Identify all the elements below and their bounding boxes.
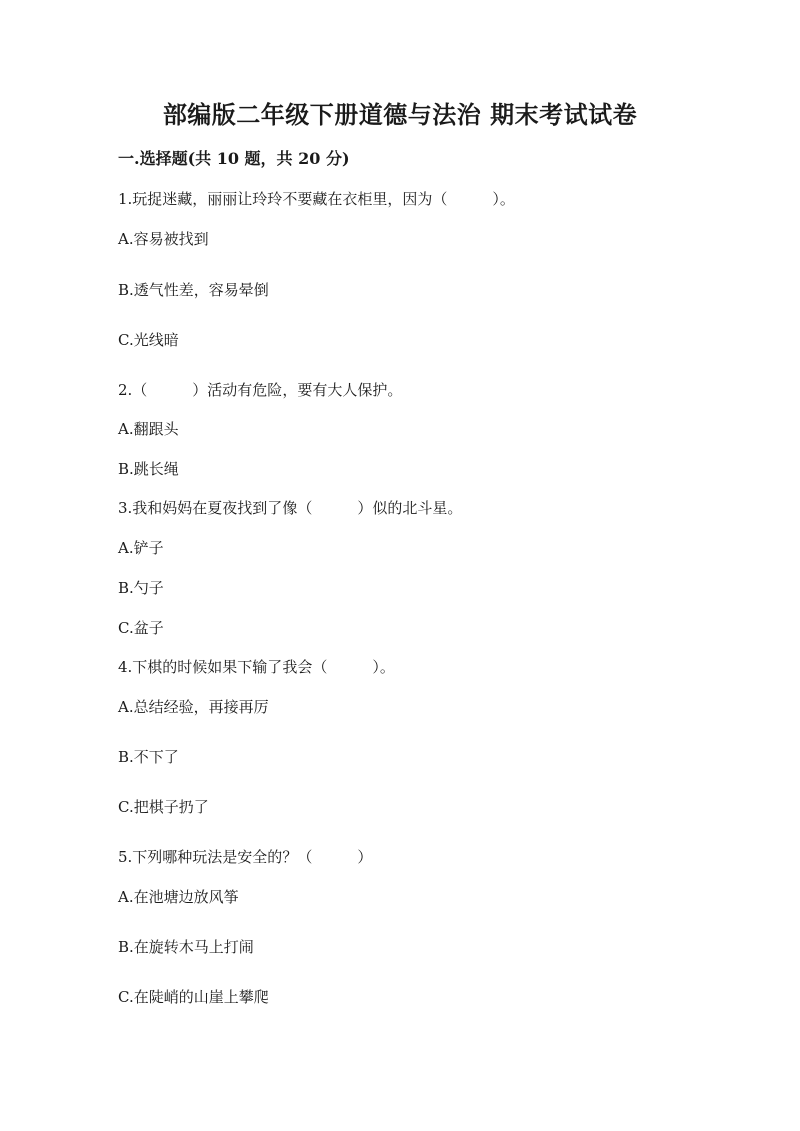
question-3-stem: 3.我和妈妈在夏夜找到了像（ ）似的北斗星。 <box>118 499 463 517</box>
question-1-option-b: B.透气性差，容易晕倒 <box>118 281 269 299</box>
question-1-option-c: C.光线暗 <box>118 331 179 349</box>
question-4-stem: 4.下棋的时候如果下输了我会（ ）。 <box>118 658 395 676</box>
question-4-option-b: B.不下了 <box>118 748 179 766</box>
section-heading: 一.选择题(共 10 题，共 20 分) <box>118 149 350 168</box>
question-1-option-a: A.容易被找到 <box>118 230 209 248</box>
question-2-option-a: A.翻跟头 <box>118 420 179 438</box>
question-2-option-b: B.跳长绳 <box>118 460 179 478</box>
question-5-option-b: B.在旋转木马上打闹 <box>118 938 254 956</box>
question-4-option-a: A.总结经验，再接再厉 <box>118 698 269 716</box>
page-title: 部编版二年级下册道德与法治 期末考试试卷 <box>162 100 638 129</box>
question-5-option-a: A.在池塘边放风筝 <box>118 888 239 906</box>
question-5-stem: 5.下列哪种玩法是安全的？（ ） <box>118 848 373 866</box>
question-5-option-c: C.在陡峭的山崖上攀爬 <box>118 988 269 1006</box>
question-4-option-c: C.把棋子扔了 <box>118 798 209 816</box>
question-3-option-c: C.盆子 <box>118 619 164 637</box>
question-3-option-a: A.铲子 <box>118 539 164 557</box>
question-3-option-b: B.勺子 <box>118 579 164 597</box>
question-1-stem: 1.玩捉迷藏，丽丽让玲玲不要藏在衣柜里，因为（ ）。 <box>118 190 515 208</box>
question-2-stem: 2.（ ）活动有危险，要有大人保护。 <box>118 381 403 399</box>
